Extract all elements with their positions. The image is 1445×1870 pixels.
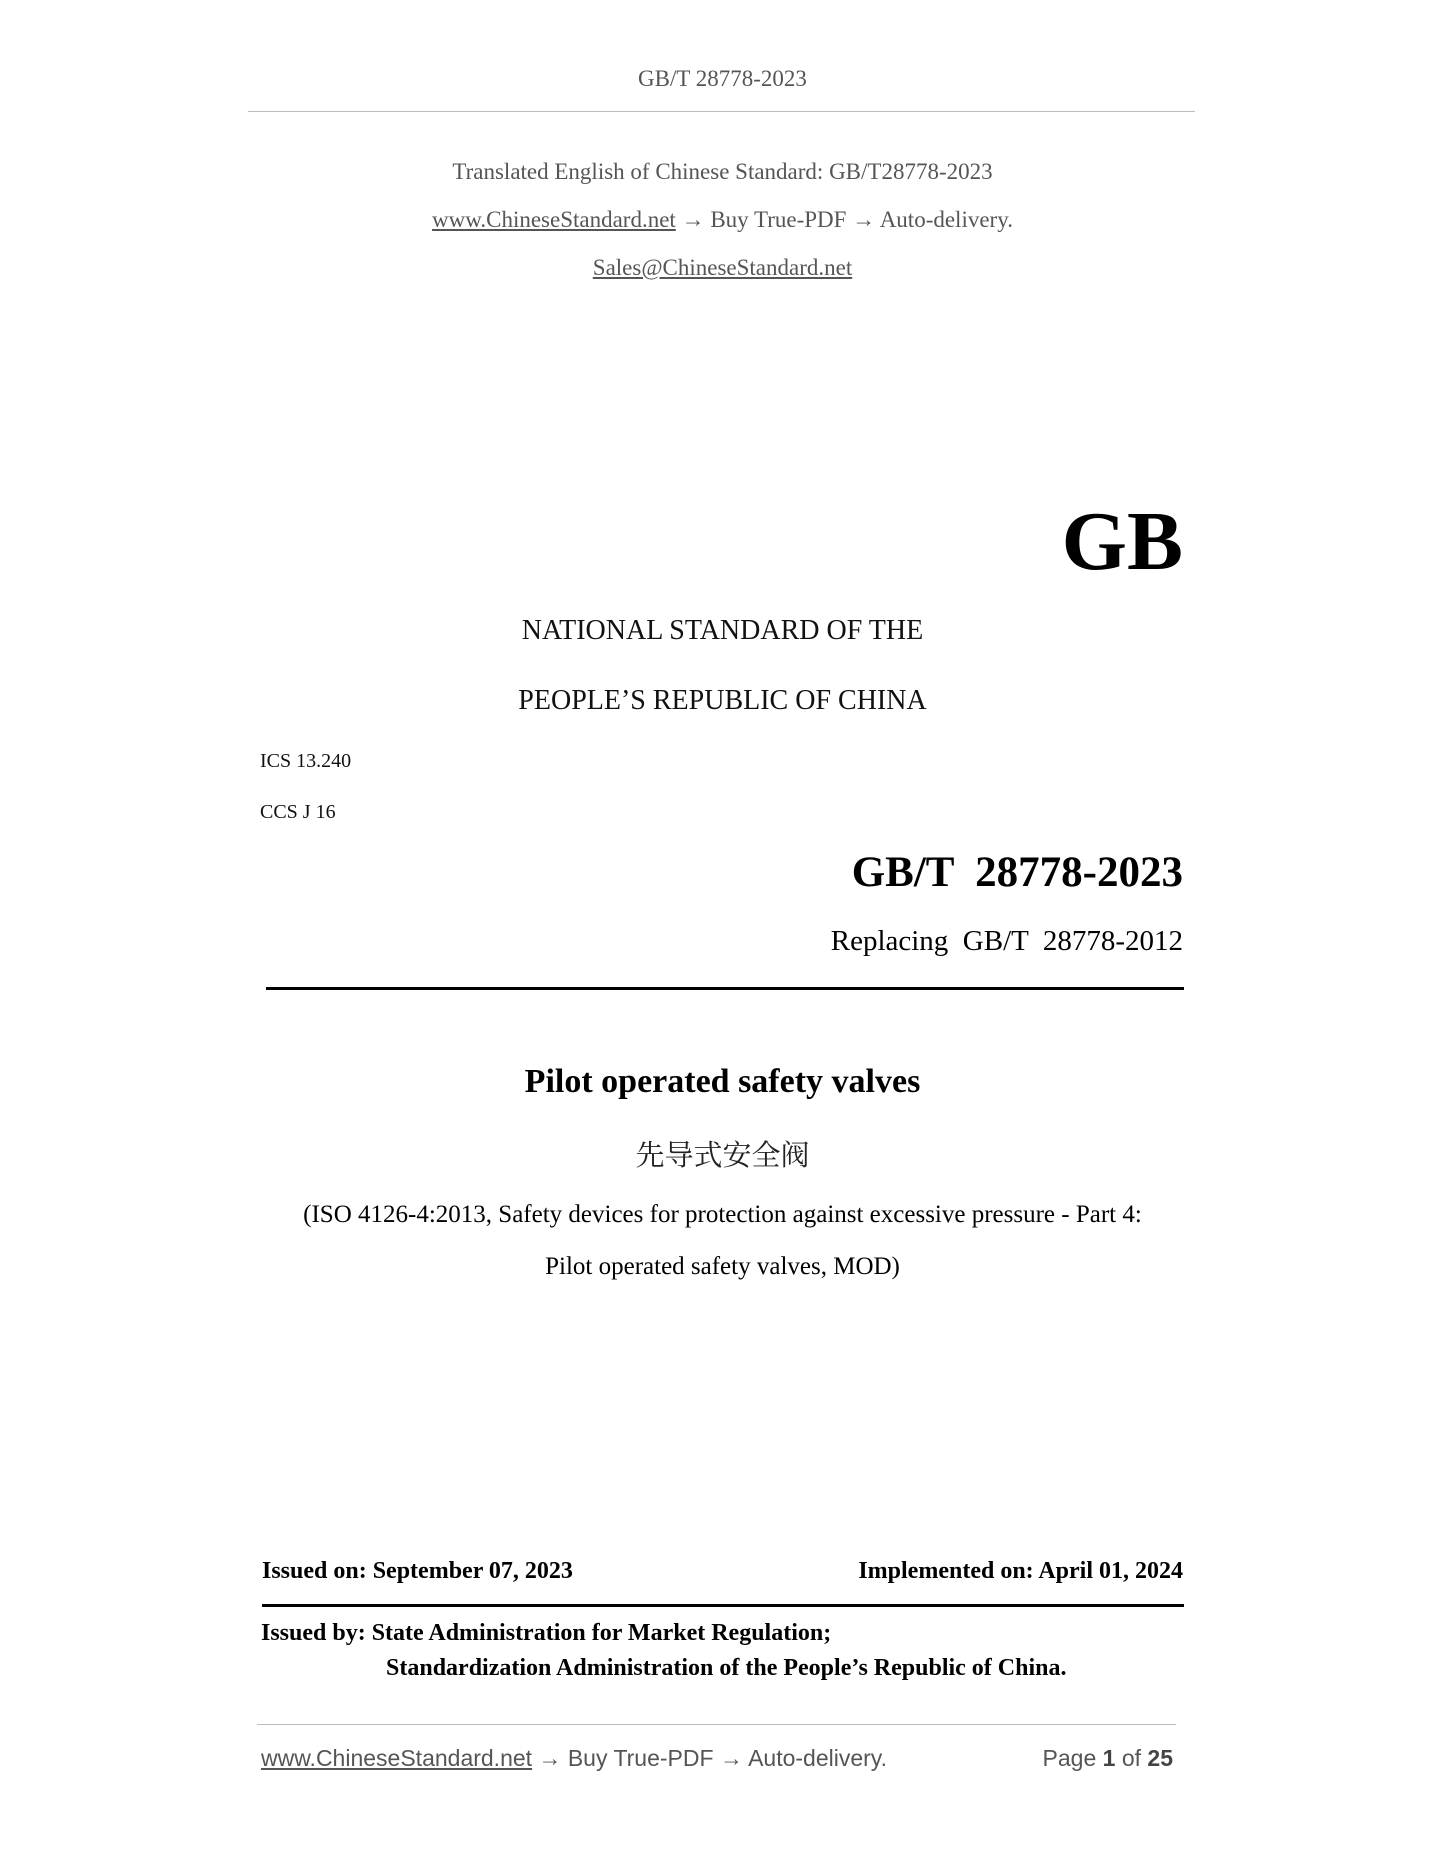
document-title: Pilot operated safety valves xyxy=(524,1063,921,1100)
auto-delivery-text: Auto-delivery. xyxy=(879,207,1013,232)
document-title-chinese: 先导式安全阀 xyxy=(635,1138,810,1172)
of-label: of xyxy=(1121,1745,1142,1771)
standard-number: GB/T 28778-2023 xyxy=(851,849,1183,896)
page-label: Page xyxy=(1042,1745,1097,1771)
arrow-icon: → xyxy=(719,1745,743,1771)
page-indicator xyxy=(1043,1745,1173,1772)
buy-text: Buy True-PDF xyxy=(710,207,847,232)
title-divider xyxy=(266,987,1184,990)
arrow-icon: → xyxy=(538,1745,562,1771)
page-total: 25 xyxy=(1147,1745,1173,1771)
ics-code: ICS 13.240 xyxy=(260,750,352,772)
iso-reference-line2: Pilot operated safety valves, MOD) xyxy=(545,1253,900,1280)
footer-site-link[interactable]: www.ChineseStandard.net xyxy=(261,1745,533,1771)
dates-divider xyxy=(262,1604,1184,1607)
ccs-code: CCS J 16 xyxy=(260,801,336,823)
footer-promo xyxy=(261,1745,887,1772)
gb-logo: GB xyxy=(1061,495,1183,588)
arrow-icon: → xyxy=(852,207,876,232)
page-number: 1 xyxy=(1102,1745,1116,1771)
running-header: GB/T 28778-2023 xyxy=(638,66,807,91)
national-standard-line1: NATIONAL STANDARD OF THE xyxy=(521,615,924,646)
footer-divider xyxy=(257,1724,1176,1725)
arrow-icon: → xyxy=(681,207,705,232)
site-link[interactable]: www.ChineseStandard.net xyxy=(432,207,676,232)
replacing-standard: Replacing GB/T 28778-2012 xyxy=(830,925,1183,957)
promo-email-line xyxy=(0,255,1445,281)
issued-by-line1: Issued by: State Administration for Market Regulation; xyxy=(261,1620,832,1646)
iso-reference-line1: (ISO 4126-4:2013, Safety devices for protection against excessive pressure - Part 4: xyxy=(303,1201,1142,1228)
email-link[interactable]: Sales@ChineseStandard.net xyxy=(592,255,853,280)
footer-buy-text: Buy True-PDF xyxy=(567,1745,714,1771)
footer-auto-delivery-text: Auto-delivery. xyxy=(748,1745,887,1771)
header-divider xyxy=(248,111,1195,112)
issued-on-date: Issued on: September 07, 2023 xyxy=(262,1558,573,1584)
national-standard-line2: PEOPLE’S REPUBLIC OF CHINA xyxy=(518,685,927,716)
implemented-on-date: Implemented on: April 01, 2024 xyxy=(858,1558,1183,1584)
promo-buy-line xyxy=(0,207,1445,233)
issued-by-line2: Standardization Administration of the People’s Republic of China. xyxy=(386,1655,1067,1681)
promo-title: Translated English of Chinese Standard: GB/T28778-2023 xyxy=(452,159,993,184)
